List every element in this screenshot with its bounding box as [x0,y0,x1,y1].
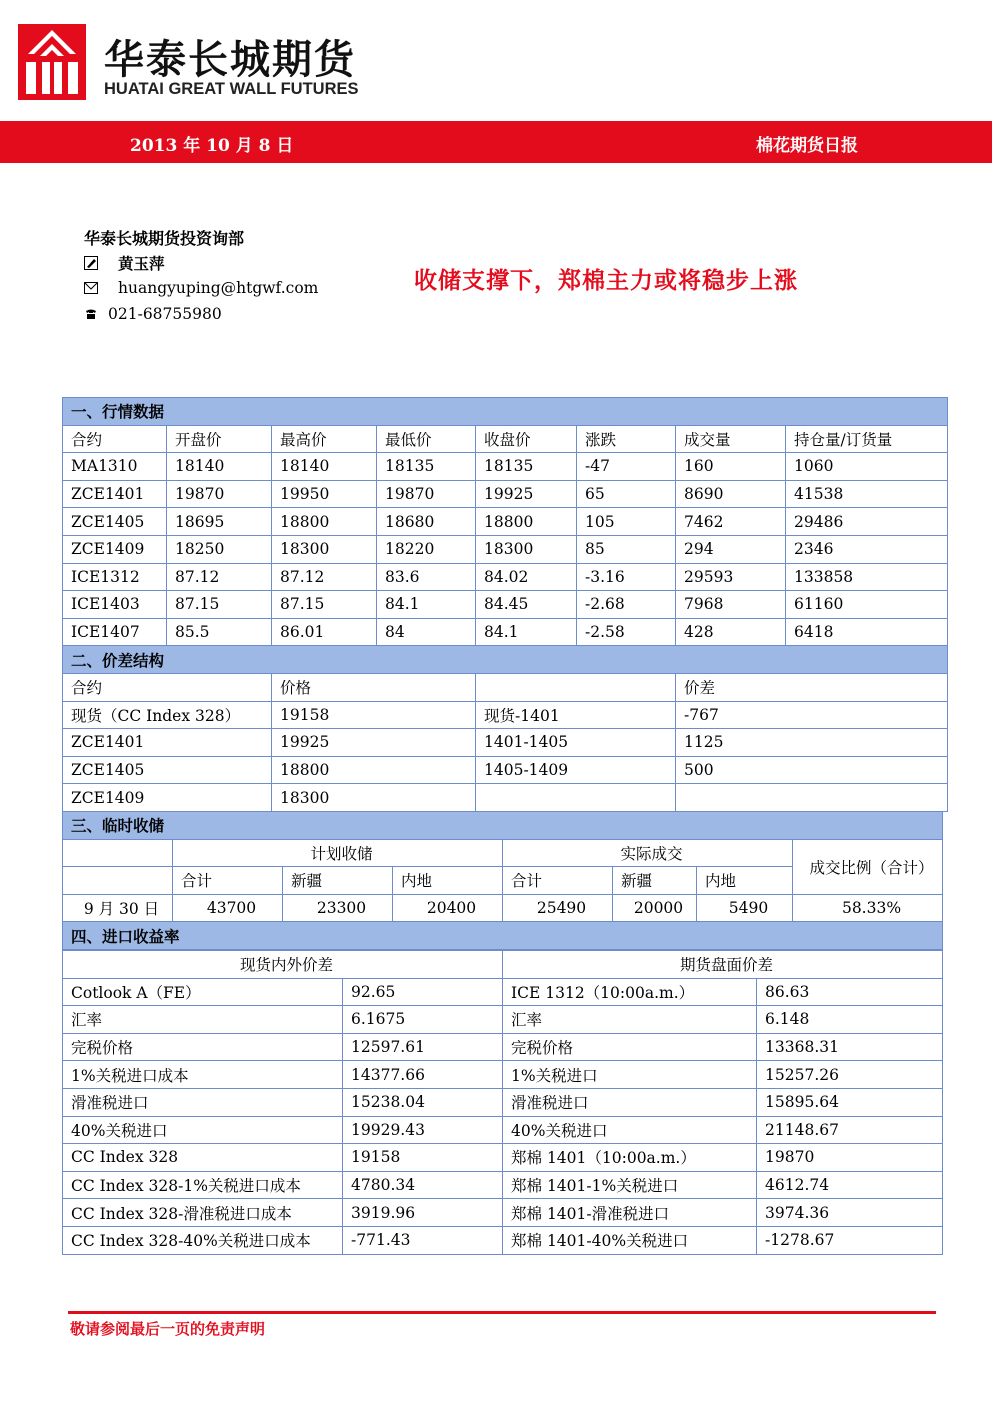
table-cell: -2.68 [577,591,676,619]
col-header: 价差 [676,673,948,701]
table-cell: 23300 [283,894,393,922]
phone-row [84,305,222,323]
col-header: 价格 [272,673,476,701]
author-phone: 021-68755980 [108,305,222,323]
table-cell: 9 月 30 日 [63,894,173,922]
table-cell: 6.148 [757,1006,943,1034]
sub-header: 内地 [697,867,793,895]
table-cell: 87.12 [272,563,377,591]
table-row [63,1144,943,1172]
table-cell: -2.58 [577,618,676,646]
section-title-spread: 二、价差结构 [63,646,948,674]
table-cell: 20000 [613,894,697,922]
table-cell: 19950 [272,480,377,508]
empty-cell [63,867,173,895]
sub-header: 新疆 [283,867,393,895]
table-row [63,1171,943,1199]
sub-header: 内地 [393,867,503,895]
table-cell: 3919.96 [343,1199,503,1227]
table-cell: 1405-1409 [476,756,676,784]
brand-name-en: HUATAI GREAT WALL FUTURES [104,80,359,98]
table-cell: 18800 [272,508,377,536]
table-cell: 1125 [676,729,948,757]
table-cell: 郑棉 1401（10:00a.m.） [503,1144,757,1172]
col-header: 最高价 [272,425,377,453]
col-header: 成交量 [676,425,786,453]
table-cell: ZCE1405 [63,756,272,784]
table-cell: 12597.61 [343,1033,503,1061]
reserve-table [62,811,943,950]
spot-header: 现货内外价差 [63,951,503,979]
table-cell: 84 [377,618,476,646]
col-header: 开盘价 [167,425,272,453]
table-row [63,1033,943,1061]
table-cell: 29593 [676,563,786,591]
table-row [63,480,948,508]
actual-header: 实际成交 [503,839,793,867]
table-cell: 40%关税进口 [503,1116,757,1144]
col-header: 涨跌 [577,425,676,453]
table-cell: 19870 [377,480,476,508]
table-cell: -767 [676,701,948,729]
author-row [84,252,165,274]
col-header: 收盘价 [476,425,577,453]
table-cell: 4612.74 [757,1171,943,1199]
col-header: 持仓量/订货量 [786,425,948,453]
table-cell: 41538 [786,480,948,508]
ratio-header: 成交比例（合计） [793,839,943,894]
table-cell: 18300 [476,535,577,563]
table-cell: 汇率 [503,1006,757,1034]
table-cell: 87.15 [272,591,377,619]
table-cell: 92.65 [343,978,503,1006]
table-cell: 19870 [167,480,272,508]
table-cell: 21148.67 [757,1116,943,1144]
table-cell: 18300 [272,535,377,563]
table-cell: ZCE1401 [63,729,272,757]
table-cell: 61160 [786,591,948,619]
table-cell: 19158 [343,1144,503,1172]
table-row [63,1116,943,1144]
empty-cell [63,839,173,867]
table-cell: 2346 [786,535,948,563]
table-cell: 29486 [786,508,948,536]
section-title-quotes: 一、行情数据 [63,398,948,426]
table-cell: 5490 [697,894,793,922]
table-cell: 87.12 [167,563,272,591]
table-cell: MA1310 [63,453,167,481]
table-cell: 1%关税进口成本 [63,1061,343,1089]
table-cell: 18135 [476,453,577,481]
table-cell: 84.45 [476,591,577,619]
col-header: 最低价 [377,425,476,453]
author-email[interactable]: huangyuping@htgwf.com [118,279,319,297]
table-cell: 18220 [377,535,476,563]
table-cell: 133858 [786,563,948,591]
footer-divider [68,1311,936,1314]
table-row [63,535,948,563]
table-cell: 83.6 [377,563,476,591]
disclaimer: 敬请参阅最后一页的免责声明 [70,1320,266,1338]
table-cell: 25490 [503,894,613,922]
table-cell: 18800 [476,508,577,536]
table-cell: -47 [577,453,676,481]
table-cell: 滑准税进口 [503,1088,757,1116]
section-title-import: 四、进口收益率 [63,922,943,950]
table-cell: CC Index 328-1%关税进口成本 [63,1171,343,1199]
table-cell: 18135 [377,453,476,481]
col-header: 合约 [63,673,272,701]
table-cell: ICE1312 [63,563,167,591]
table-row [63,701,948,729]
table-row [63,508,948,536]
table-cell: ZCE1409 [63,784,272,812]
table-cell: 500 [676,756,948,784]
table-cell: 现货-1401 [476,701,676,729]
table-cell: 6.1675 [343,1006,503,1034]
author-name: 黄玉萍 [118,254,165,273]
table-cell: 19925 [272,729,476,757]
table-cell: 18300 [272,784,476,812]
table-cell: 428 [676,618,786,646]
table-row [63,1006,943,1034]
table-cell: 郑棉 1401-40%关税进口 [503,1226,757,1254]
table-cell: 完税价格 [503,1033,757,1061]
table-cell: 65 [577,480,676,508]
table-cell: 20400 [393,894,503,922]
table-cell: ICE1407 [63,618,167,646]
table-cell: 160 [676,453,786,481]
table-cell: ZCE1401 [63,480,167,508]
table-cell: 85 [577,535,676,563]
table-cell: 18140 [272,453,377,481]
phone-icon [84,307,98,321]
sub-header: 合计 [173,867,283,895]
table-cell: 4780.34 [343,1171,503,1199]
table-row [63,894,943,922]
table-cell: 43700 [173,894,283,922]
table-row [63,591,948,619]
sub-header: 新疆 [613,867,697,895]
table-cell: ZCE1405 [63,508,167,536]
department: 华泰长城期货投资询部 [84,229,245,248]
table-cell: 87.15 [167,591,272,619]
col-header: 合约 [63,425,167,453]
table-cell: 18695 [167,508,272,536]
table-row [63,729,948,757]
table-cell: 3974.36 [757,1199,943,1227]
section-title-reserve: 三、临时收储 [63,812,943,840]
table-cell: -3.16 [577,563,676,591]
report-title: 棉花期货日报 [756,136,858,156]
table-cell: 15238.04 [343,1088,503,1116]
table-cell: 1%关税进口 [503,1061,757,1089]
table-cell: 郑棉 1401-1%关税进口 [503,1171,757,1199]
brand-name-cn: 华泰长城期货 [104,37,356,83]
table-cell: CC Index 328 [63,1144,343,1172]
table-cell: 13368.31 [757,1033,943,1061]
table-cell: 14377.66 [343,1061,503,1089]
table-cell: 84.02 [476,563,577,591]
sub-header: 合计 [503,867,613,895]
table-cell: 19925 [476,480,577,508]
table-cell: ZCE1409 [63,535,167,563]
table-cell [676,784,948,812]
mail-icon [84,281,98,295]
table-cell: -1278.67 [757,1226,943,1254]
table-row [63,1199,943,1227]
table-cell: 18680 [377,508,476,536]
table-cell: 6418 [786,618,948,646]
table-cell: 7462 [676,508,786,536]
headline: 收储支撑下，郑棉主力或将稳步上涨 [414,267,798,294]
table-cell: 1401-1405 [476,729,676,757]
table-cell: 18250 [167,535,272,563]
table-cell: 19870 [757,1144,943,1172]
table-row [63,756,948,784]
table-cell: ICE 1312（10:00a.m.） [503,978,757,1006]
table-row [63,453,948,481]
plan-header: 计划收储 [173,839,503,867]
table-cell: ICE1403 [63,591,167,619]
table-cell: 汇率 [63,1006,343,1034]
company-logo [18,24,86,104]
table-cell: 完税价格 [63,1033,343,1061]
table-row [63,1226,943,1254]
table-cell: 8690 [676,480,786,508]
table-cell: 105 [577,508,676,536]
col-header [476,673,676,701]
table-row [63,618,948,646]
table-cell: 15257.26 [757,1061,943,1089]
table-row [63,563,948,591]
email-row [84,279,318,297]
table-row [63,784,948,812]
table-cell: 7968 [676,591,786,619]
table-cell: 现货（CC Index 328） [63,701,272,729]
table-cell: CC Index 328-滑准税进口成本 [63,1199,343,1227]
table-cell: 1060 [786,453,948,481]
table-header-row [63,673,948,701]
table-cell: 84.1 [377,591,476,619]
table-cell: 84.1 [476,618,577,646]
table-cell [476,784,676,812]
table-cell: 40%关税进口 [63,1116,343,1144]
futures-header: 期货盘面价差 [503,951,943,979]
table-cell: 19929.43 [343,1116,503,1144]
table-row [63,1061,943,1089]
table-cell: 18140 [167,453,272,481]
pen-icon [84,256,98,270]
import-table [62,950,943,1255]
report-date: 2013 年 10 月 8 日 [130,136,294,156]
table-cell: 86.01 [272,618,377,646]
table-cell: 86.63 [757,978,943,1006]
table-row [63,978,943,1006]
table-cell: 郑棉 1401-滑准税进口 [503,1199,757,1227]
table-cell: Cotlook A（FE） [63,978,343,1006]
table-cell: 15895.64 [757,1088,943,1116]
table-cell: 19158 [272,701,476,729]
table-cell: 85.5 [167,618,272,646]
market-data-table [62,397,948,812]
header-banner [0,121,992,163]
table-cell: 滑准税进口 [63,1088,343,1116]
table-header-row [63,425,948,453]
table-cell: 58.33% [793,894,943,922]
table-cell: CC Index 328-40%关税进口成本 [63,1226,343,1254]
table-cell: -771.43 [343,1226,503,1254]
table-row [63,1088,943,1116]
table-cell: 18800 [272,756,476,784]
table-cell: 294 [676,535,786,563]
